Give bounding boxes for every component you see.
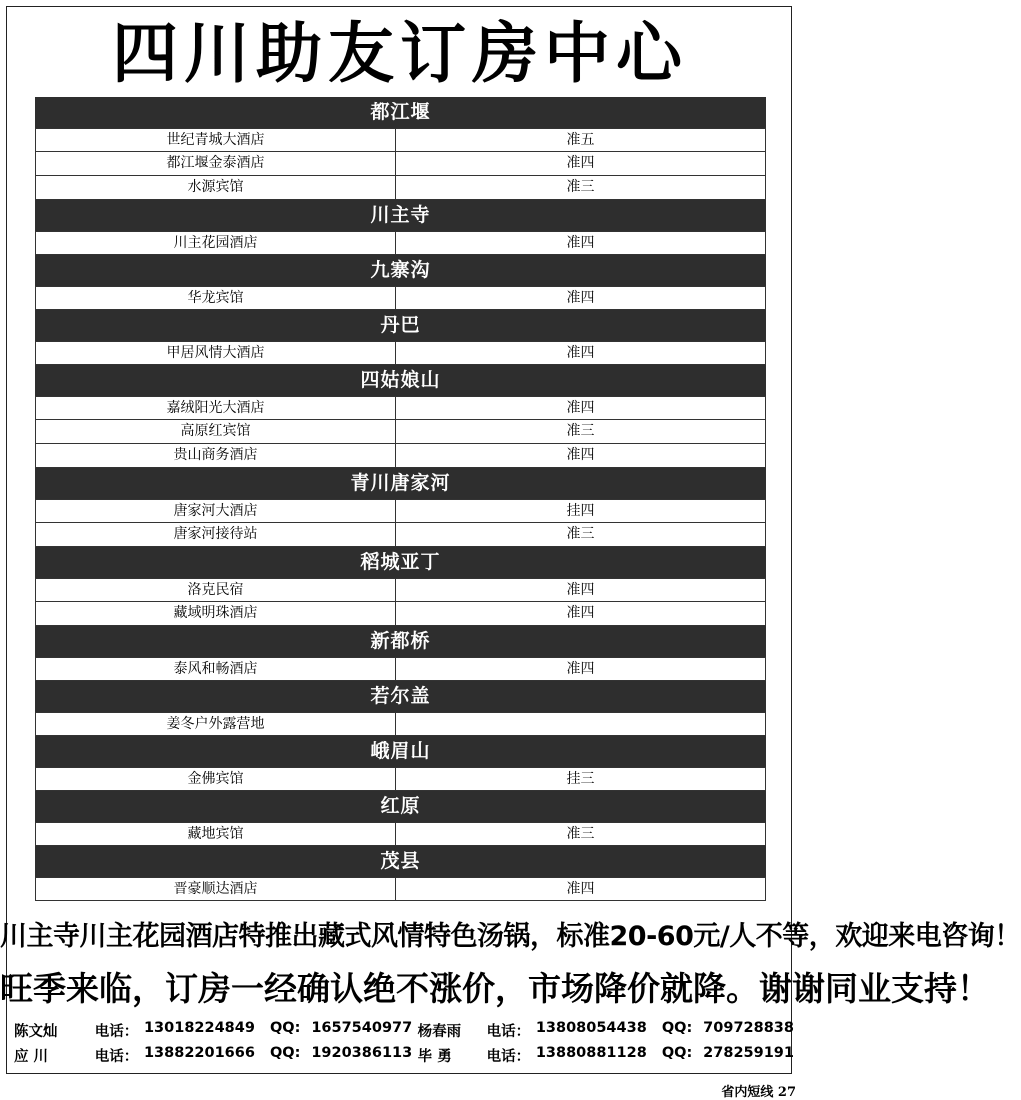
hotel-row xyxy=(35,128,766,152)
hotel-grade: 准四 xyxy=(566,881,595,897)
promo-price-guarantee: 旺季来临，订房一经确认绝不涨价，市场降价就降。谢谢同业支持！ xyxy=(0,969,990,1008)
hotel-name: 都江堰金泰酒店 xyxy=(36,152,396,175)
qq-label: QQ: xyxy=(661,1045,693,1061)
hotel-table xyxy=(35,97,766,901)
qq-label: QQ: xyxy=(269,1045,301,1061)
hotel-name: 晋豪顺达酒店 xyxy=(36,878,396,900)
tel-label: 电话： xyxy=(94,1049,139,1065)
contact-phone: 13882201666 xyxy=(143,1045,255,1061)
contact-row xyxy=(14,1020,794,1041)
region-header: 若尔盖 xyxy=(35,681,766,712)
hotel-name: 华龙宾馆 xyxy=(36,287,396,309)
region-header: 新都桥 xyxy=(35,626,766,657)
hotel-row xyxy=(35,578,766,602)
qq-label: QQ: xyxy=(661,1020,693,1036)
contact-phone: 13018224849 xyxy=(143,1020,255,1036)
hotel-grade xyxy=(396,713,765,735)
hotel-name: 金佛宾馆 xyxy=(36,768,396,790)
region-header: 茂县 xyxy=(35,846,766,877)
hotel-name: 藏域明珠酒店 xyxy=(36,602,396,625)
hotel-name: 藏地宾馆 xyxy=(36,823,396,845)
region-header: 稻城亚丁 xyxy=(35,547,766,578)
hotel-name: 泰风和畅酒店 xyxy=(36,658,396,680)
hotel-name: 川主花园酒店 xyxy=(36,232,396,254)
hotel-row xyxy=(35,444,766,468)
contact-name: 杨春雨 xyxy=(417,1024,462,1040)
hotel-grade: 挂三 xyxy=(566,771,595,787)
contact-qq: 278259191 xyxy=(703,1045,794,1061)
contact-qq: 709728838 xyxy=(703,1020,794,1036)
hotel-grade: 准三 xyxy=(566,526,595,542)
hotel-row xyxy=(35,152,766,176)
hotel-row xyxy=(35,231,766,255)
hotel-grade: 准四 xyxy=(566,605,595,621)
region-header: 四姑娘山 xyxy=(35,365,766,396)
hotel-row xyxy=(35,286,766,310)
hotel-grade: 准五 xyxy=(566,132,595,148)
hotel-row xyxy=(35,767,766,791)
contact-phone: 13808054438 xyxy=(535,1020,647,1036)
region-header: 丹巴 xyxy=(35,310,766,341)
contact-phone: 13880881128 xyxy=(535,1045,647,1061)
contact-name: 陈文灿 xyxy=(14,1024,58,1040)
hotel-row xyxy=(35,657,766,681)
hotel-grade: 准四 xyxy=(566,400,595,416)
contact-name: 毕 勇 xyxy=(417,1049,452,1065)
hotel-name: 世纪青城大酒店 xyxy=(36,129,396,151)
hotel-grade: 准四 xyxy=(566,661,595,677)
hotel-grade: 准四 xyxy=(566,290,595,306)
region-header: 红原 xyxy=(35,791,766,822)
hotel-grade: 准四 xyxy=(566,155,595,171)
hotel-grade: 准三 xyxy=(566,826,595,842)
hotel-row xyxy=(35,341,766,365)
hotel-grade: 准四 xyxy=(566,235,595,251)
region-header: 九寨沟 xyxy=(35,255,766,286)
promo-soup-pot: 川主寺川主花园酒店特推出藏式风情特色汤锅，标准20-60元/人不等，欢迎来电咨询！ xyxy=(0,921,1021,952)
region-header: 川主寺 xyxy=(35,200,766,231)
contact-row xyxy=(14,1045,794,1066)
hotel-grade: 挂四 xyxy=(566,503,595,519)
hotel-name: 嘉绒阳光大酒店 xyxy=(36,397,396,419)
hotel-grade: 准三 xyxy=(566,179,595,195)
contact-qq: 1657540977 xyxy=(311,1020,413,1036)
qq-label: QQ: xyxy=(269,1020,301,1036)
tel-label: 电话： xyxy=(486,1049,531,1065)
hotel-name: 水源宾馆 xyxy=(36,176,396,199)
hotel-name: 甲居风情大酒店 xyxy=(36,342,396,364)
tel-label: 电话： xyxy=(486,1024,531,1040)
hotel-row xyxy=(35,877,766,901)
hotel-row xyxy=(35,523,766,547)
hotel-name: 唐家河接待站 xyxy=(36,523,396,546)
hotel-row xyxy=(35,176,766,200)
page-footer-note: 省内短线 27 xyxy=(721,1085,796,1100)
hotel-row xyxy=(35,499,766,523)
contact-qq: 1920386113 xyxy=(311,1045,413,1061)
hotel-grade: 准三 xyxy=(566,423,595,439)
hotel-name: 唐家河大酒店 xyxy=(36,500,396,522)
hotel-name: 高原红宾馆 xyxy=(36,420,396,443)
hotel-name: 姜冬户外露营地 xyxy=(36,713,396,735)
hotel-row xyxy=(35,602,766,626)
hotel-name: 贵山商务酒店 xyxy=(36,444,396,467)
hotel-grade: 准四 xyxy=(566,447,595,463)
region-header: 都江堰 xyxy=(35,97,766,128)
tel-label: 电话： xyxy=(94,1024,139,1040)
hotel-grade: 准四 xyxy=(566,345,595,361)
hotel-grade: 准四 xyxy=(566,582,595,598)
hotel-row xyxy=(35,822,766,846)
page-title: 四川助友订房中心 xyxy=(112,15,688,92)
hotel-name: 洛克民宿 xyxy=(36,579,396,601)
hotel-row xyxy=(35,396,766,420)
contact-name: 应 川 xyxy=(14,1049,49,1065)
region-header: 青川唐家河 xyxy=(35,468,766,499)
hotel-row xyxy=(35,712,766,736)
hotel-row xyxy=(35,420,766,444)
region-header: 峨眉山 xyxy=(35,736,766,767)
